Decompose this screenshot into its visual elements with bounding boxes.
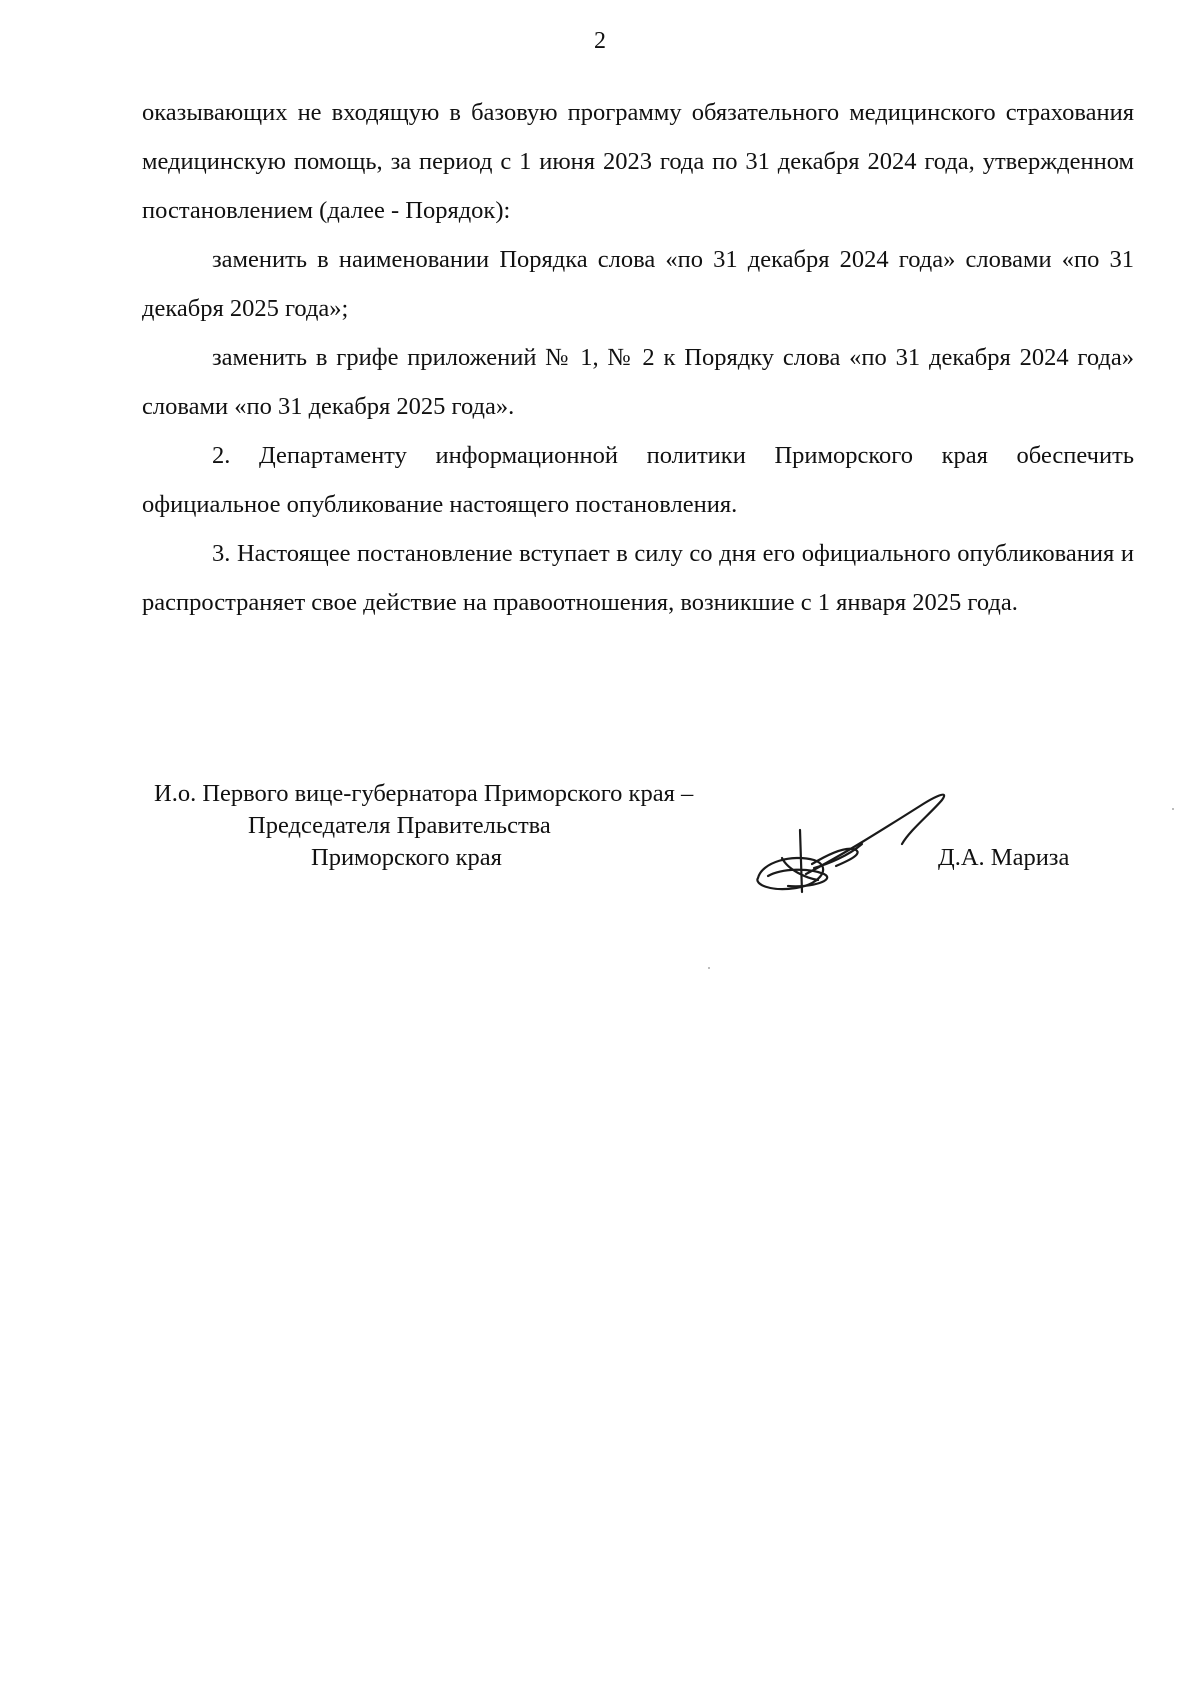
signatory-title-line: Приморского края <box>311 844 502 871</box>
document-body <box>142 88 1134 627</box>
signature-stroke <box>800 830 802 892</box>
page-number: 2 <box>594 28 606 54</box>
signature-stroke <box>806 795 944 874</box>
paragraph-rename-appendix: заменить в грифе приложений № 1, № 2 к Порядку слова «по 31 декабря 2024 года» словами «по 31 декабря 2025 года». <box>142 344 1134 420</box>
signatory-title-line: Председателя Правительства <box>248 812 551 839</box>
signatory-title-line: И.о. Первого вице-губернатора Приморского края – <box>154 780 694 807</box>
scan-speck <box>1172 808 1174 810</box>
signatory-title <box>140 778 693 874</box>
handwritten-signature <box>752 780 962 900</box>
paragraph-item-2: 2. Департаменту информационной политики Приморского края обеспечить официальное опубликование настоящего постановления. <box>142 442 1134 518</box>
paragraph-continuation: оказывающих не входящую в базовую программу обязательного медицинского страхования медицинскую помощь, за период с 1 июня 2023 года по 31 декабря 2024 года, утвержденном постановлением (далее - Порядок): <box>142 99 1134 224</box>
scan-speck <box>708 967 710 969</box>
paragraph-rename-title: заменить в наименовании Порядка слова «по 31 декабря 2024 года» словами «по 31 декабря 2025 года»; <box>142 246 1134 322</box>
signatory-name: Д.А. Мариза <box>938 844 1070 871</box>
paragraph-item-3: 3. Настоящее постановление вступает в силу со дня его официального опубликования и распространяет свое действие на правоотношения, возникшие с 1 января 2025 года. <box>142 540 1134 616</box>
